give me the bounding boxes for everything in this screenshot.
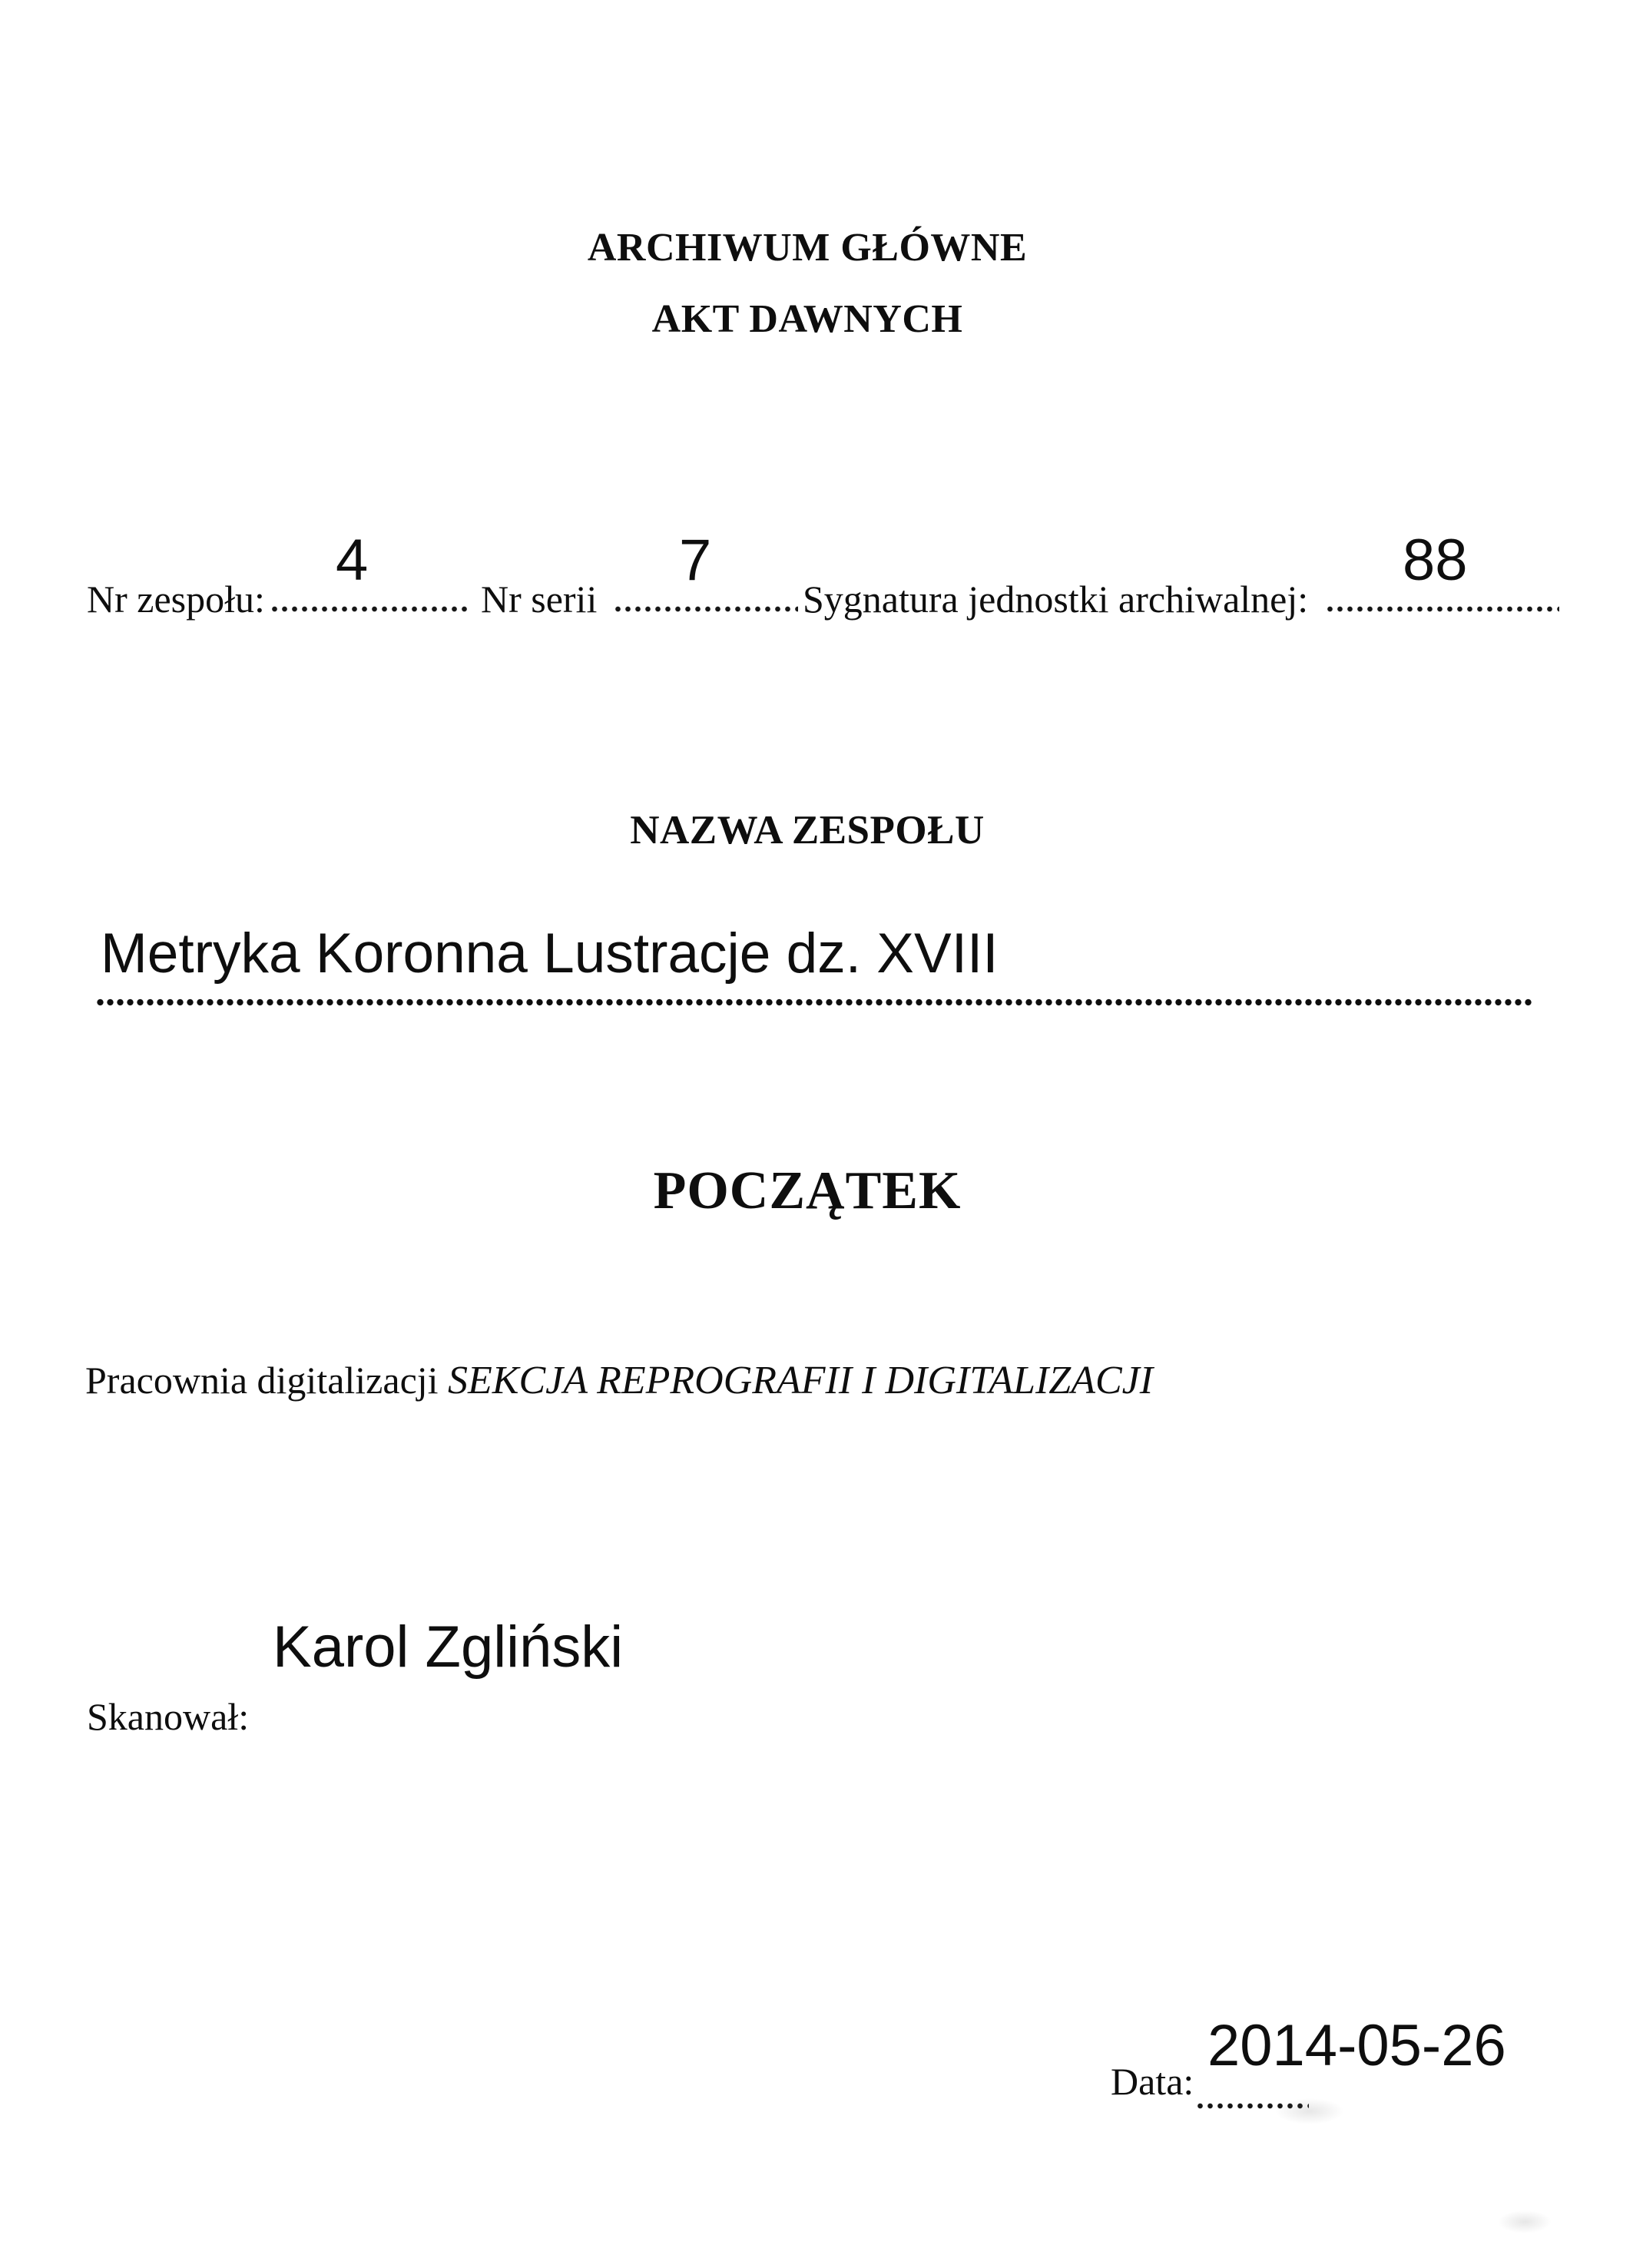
digitization-space [439,1359,449,1402]
series-number-value: 7 [679,528,712,593]
signature-leader [1325,604,1559,614]
fonds-name-dotted-rule [95,997,1535,1008]
scanned-by-label: Skanował: [87,1695,250,1738]
signature-label: Sygnatura jednostki archiwalnej: [803,578,1309,621]
date-value: 2014-05-26 [1207,2013,1506,2078]
digitization-line [85,1361,1153,1401]
fonds-name-value: Metryka Koronna Lustracje dz. XVIII [101,922,999,985]
scan-smudge-artifact [1498,2210,1552,2233]
start-heading: POCZĄTEK [653,1161,962,1220]
digitization-lab-label: Pracownia digitalizacji [85,1359,439,1402]
scan-smudge-artifact [1275,2098,1344,2124]
archive-name-line1: ARCHIWUM GŁÓWNE [587,226,1028,270]
digitization-section-value: SEKCJA REPROGRAFII I DIGITALIZACJI [448,1359,1154,1402]
date-label: Data: [1111,2060,1194,2103]
series-number-label: Nr serii [481,578,598,621]
signature-value: 88 [1403,528,1468,593]
fonds-number-value: 4 [336,528,369,593]
fonds-number-leader [270,604,470,614]
archive-name-line2: AKT DAWNYCH [651,297,963,341]
scanned-by-value: Karol Zgliński [273,1614,624,1680]
series-number-leader [613,604,798,614]
fonds-name-heading: NAZWA ZESPOŁU [630,808,985,853]
fonds-number-label: Nr zespołu: [87,578,265,621]
